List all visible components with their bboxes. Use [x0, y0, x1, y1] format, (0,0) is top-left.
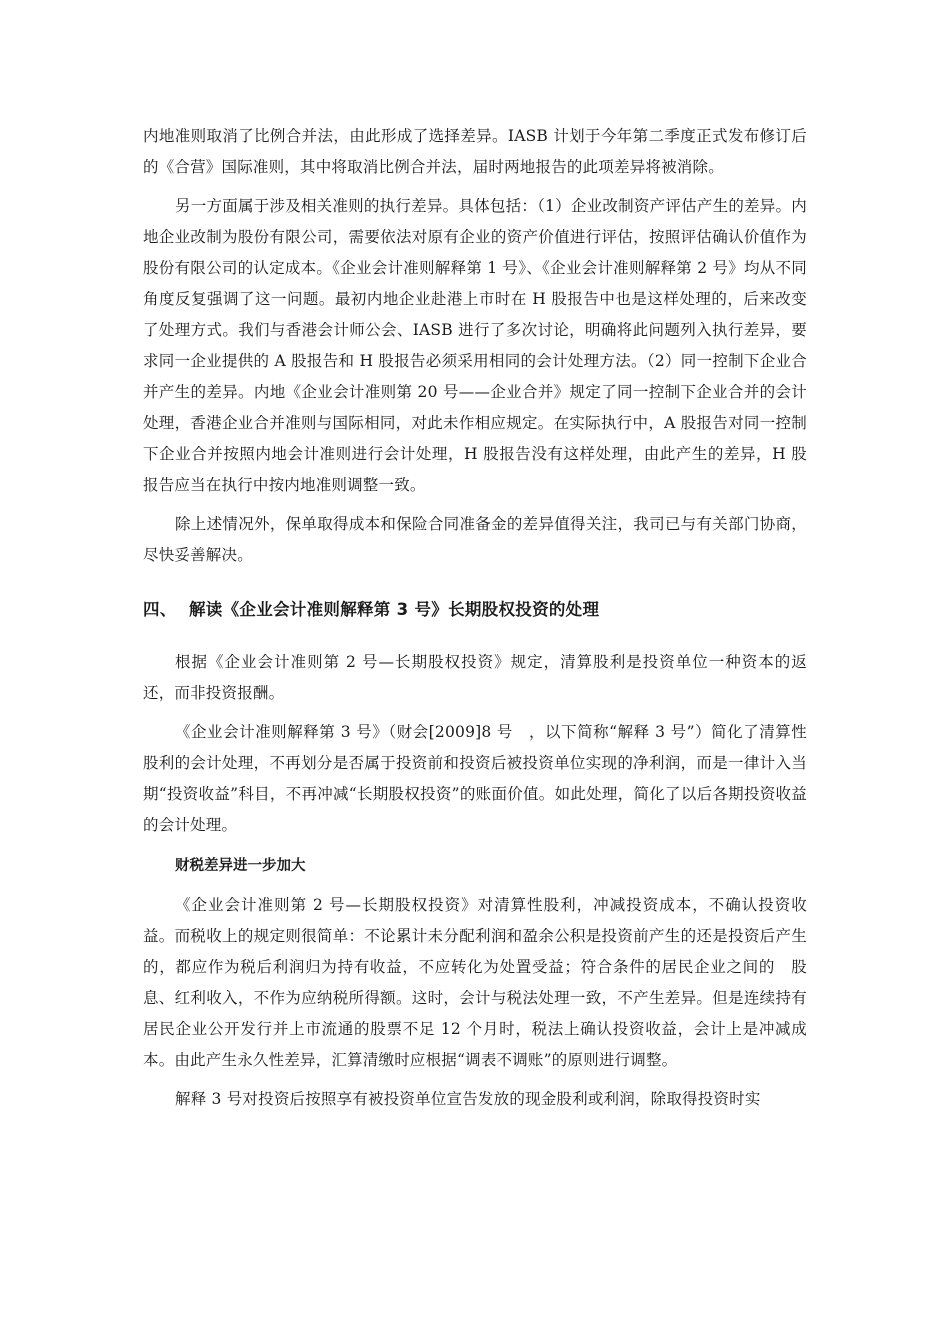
paragraph-tax-accounting: 《企业会计准则第 2 号—长期股权投资》对清算性股利，冲减投资成本，不确认投资收益。而税收上的规定则很简单：不论累计未分配利润和盈余公积是投资前产生的还是投资后产生的，都应作为税后利润归为持有收益，不应转化为处置受益；符合条件的居民企业之间的 股息、红利收入，不作为应纳税所得额。这时，会计与税法处理一致，不产生差异。但是连续持有居民企业公开发行并上市流通的股票不足 12 个月时，税法上确认投资收益，会计上是冲减成本。由此产生永久性差异，汇算清缴时应根据“调表不调账”的原则进行调整。	[143, 896, 807, 1069]
section-heading	[143, 593, 807, 627]
section-title: 解读《企业会计准则解释第 3 号》长期股权投资的处理	[189, 600, 600, 619]
paragraph-execution-differences: 另一方面属于涉及相关准则的执行差异。具体包括：（1）企业改制资产评估产生的差异。内地企业改制为股份有限公司，需要依法对原有企业的资产价值进行评估，按照评估确认价值作为股份有限公司的认定成本。《企业会计准则解释第 1 号》、《企业会计准则解释第 2 号》均从不同角度反复强调了这一问题。最初内地企业赴港上市时在 H 股报告中也是这样处理的，后来改变了处理方式。我们与香港会计师公会、IASB 进行了多次讨论，明确将此问题列入执行差异，要求同一企业提供的 A 股报告和 H 股报告必须采用相同的会计处理方法。（2）同一控制下企业合并产生的差异。内地《企业会计准则第 20 号——企业合并》规定了同一控制下企业合并的会计处理，香港企业合并准则与国际相同，对此未作相应规定。在实际执行中，A 股报告对同一控制下企业合并按照内地会计准则进行会计处理，H 股报告没有这样处理，由此产生的差异，H 股报告应当在执行中按内地准则调整一致。	[143, 197, 807, 494]
paragraph-proportional-consolidation: 内地准则取消了比例合并法，由此形成了选择差异。IASB 计划于今年第二季度正式发布修订后的《合营》国际准则，其中将取消比例合并法，届时两地报告的此项差异将被消除。	[143, 127, 807, 176]
paragraph-other-differences: 除上述情况外，保单取得成本和保险合同准备金的差异值得关注，我司已与有关部门协商，尽快妥善解决。	[143, 515, 807, 564]
document-body	[143, 121, 807, 1115]
paragraph-interpretation-3: 《企业会计准则解释第 3 号》（财会[2009]8 号 ，以下简称“解释 3 号”）简化了清算性股利的会计处理，不再划分是否属于投资前和投资后被投资单位实现的净利润，而是一律计入当期“投资收益”科目，不再冲减“长期股权投资”的账面价值。如此处理，简化了以后各期投资收益的会计处理。	[143, 723, 807, 834]
subheading-tax-differences: 财税差异进一步加大	[175, 858, 306, 874]
section-number: 四、	[143, 600, 177, 619]
paragraph-liquidating-dividend-rule: 根据《企业会计准则第 2 号—长期股权投资》规定，清算股利是投资单位一种资本的返还，而非投资报酬。	[143, 653, 807, 702]
paragraph-interpretation-3-cash-dividends: 解释 3 号对投资后按照享有被投资单位宣告发放的现金股利或利润，除取得投资时实	[175, 1090, 761, 1108]
